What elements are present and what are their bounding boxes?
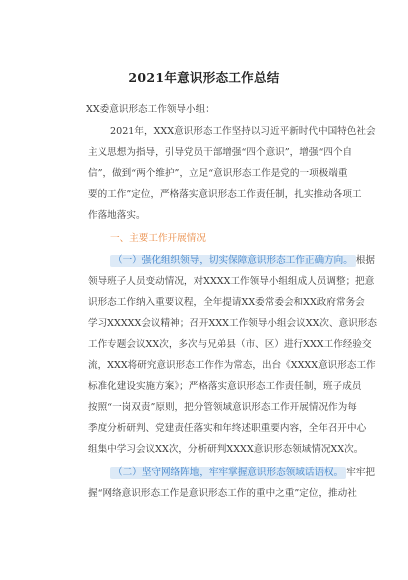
item-1-line: 领导班子人员变动情况，对XXXX工作领导小组组成人员调整；把意 [88, 276, 375, 287]
item-1-line: 工作专题会议XX次，多次与兄弟县（市、区）进行XXX工作经验交 [88, 339, 372, 350]
item-1-line: 学习XXXXX会议精神；召开XXX工作领导小组会议XX次、意识形态 [88, 318, 377, 329]
item-1-line: 组集中学习会议XX次，分析研判XXXX意识形态领域情况XX次。 [88, 444, 364, 455]
item-1-label: （一）强化组织领导，切实保障意识形态工作正确方向。 [110, 255, 356, 267]
item-1-line: 季度分析研判、党建责任落实和年终述职重要内容，全年召开中心 [88, 423, 367, 434]
salutation: XX委意识形态工作领导小组： [86, 104, 215, 115]
intro-line: 主义思想为指导，引导党员干部增强“四个意识”，增强“四个自 [88, 147, 353, 158]
item-2-line: 握“网络意识形态工作是意识形态工作的重中之重”定位，推动社 [88, 488, 357, 499]
document-title: 2021年意识形态工作总结 [128, 70, 280, 85]
item-2-tail: 牢牢把 [346, 467, 376, 478]
item-1-tail: 根据 [355, 255, 376, 266]
intro-line: 2021年，XXX意识形态工作坚持以习近平新时代中国特色社会 [110, 126, 376, 137]
item-1-line: 按照“一岗双责”原则，把分管领域意识形态工作开展情况作为每 [88, 402, 357, 413]
item-1-line: 标准化建设实施方案》；严格落实意识形态工作责任制，班子成员 [88, 381, 362, 392]
item-2-label: （二）坚守网络阵地，牢牢掌握意识形态领域话语权。 [110, 467, 346, 479]
intro-line: 信”，做到“两个维护”，立足“意识形态工作是党的一项极端重 [88, 168, 348, 179]
section-heading: 一、主要工作开展情况 [110, 233, 206, 244]
intro-line: 要的工作”定位，严格落实意识形态工作责任制，扎实推动各项工 [88, 189, 362, 200]
item-1-first-line [110, 255, 375, 267]
item-2-first-line [110, 467, 375, 479]
item-1-line: 识形态工作纳入重要议程，全年提请XX委常委会和XX政府常务会 [88, 297, 365, 308]
item-1-line: 流，XXX将研究意识形态工作作为常态，出台《XXXX意识形态工作 [88, 360, 376, 371]
intro-line: 作落地落实。 [88, 210, 146, 221]
